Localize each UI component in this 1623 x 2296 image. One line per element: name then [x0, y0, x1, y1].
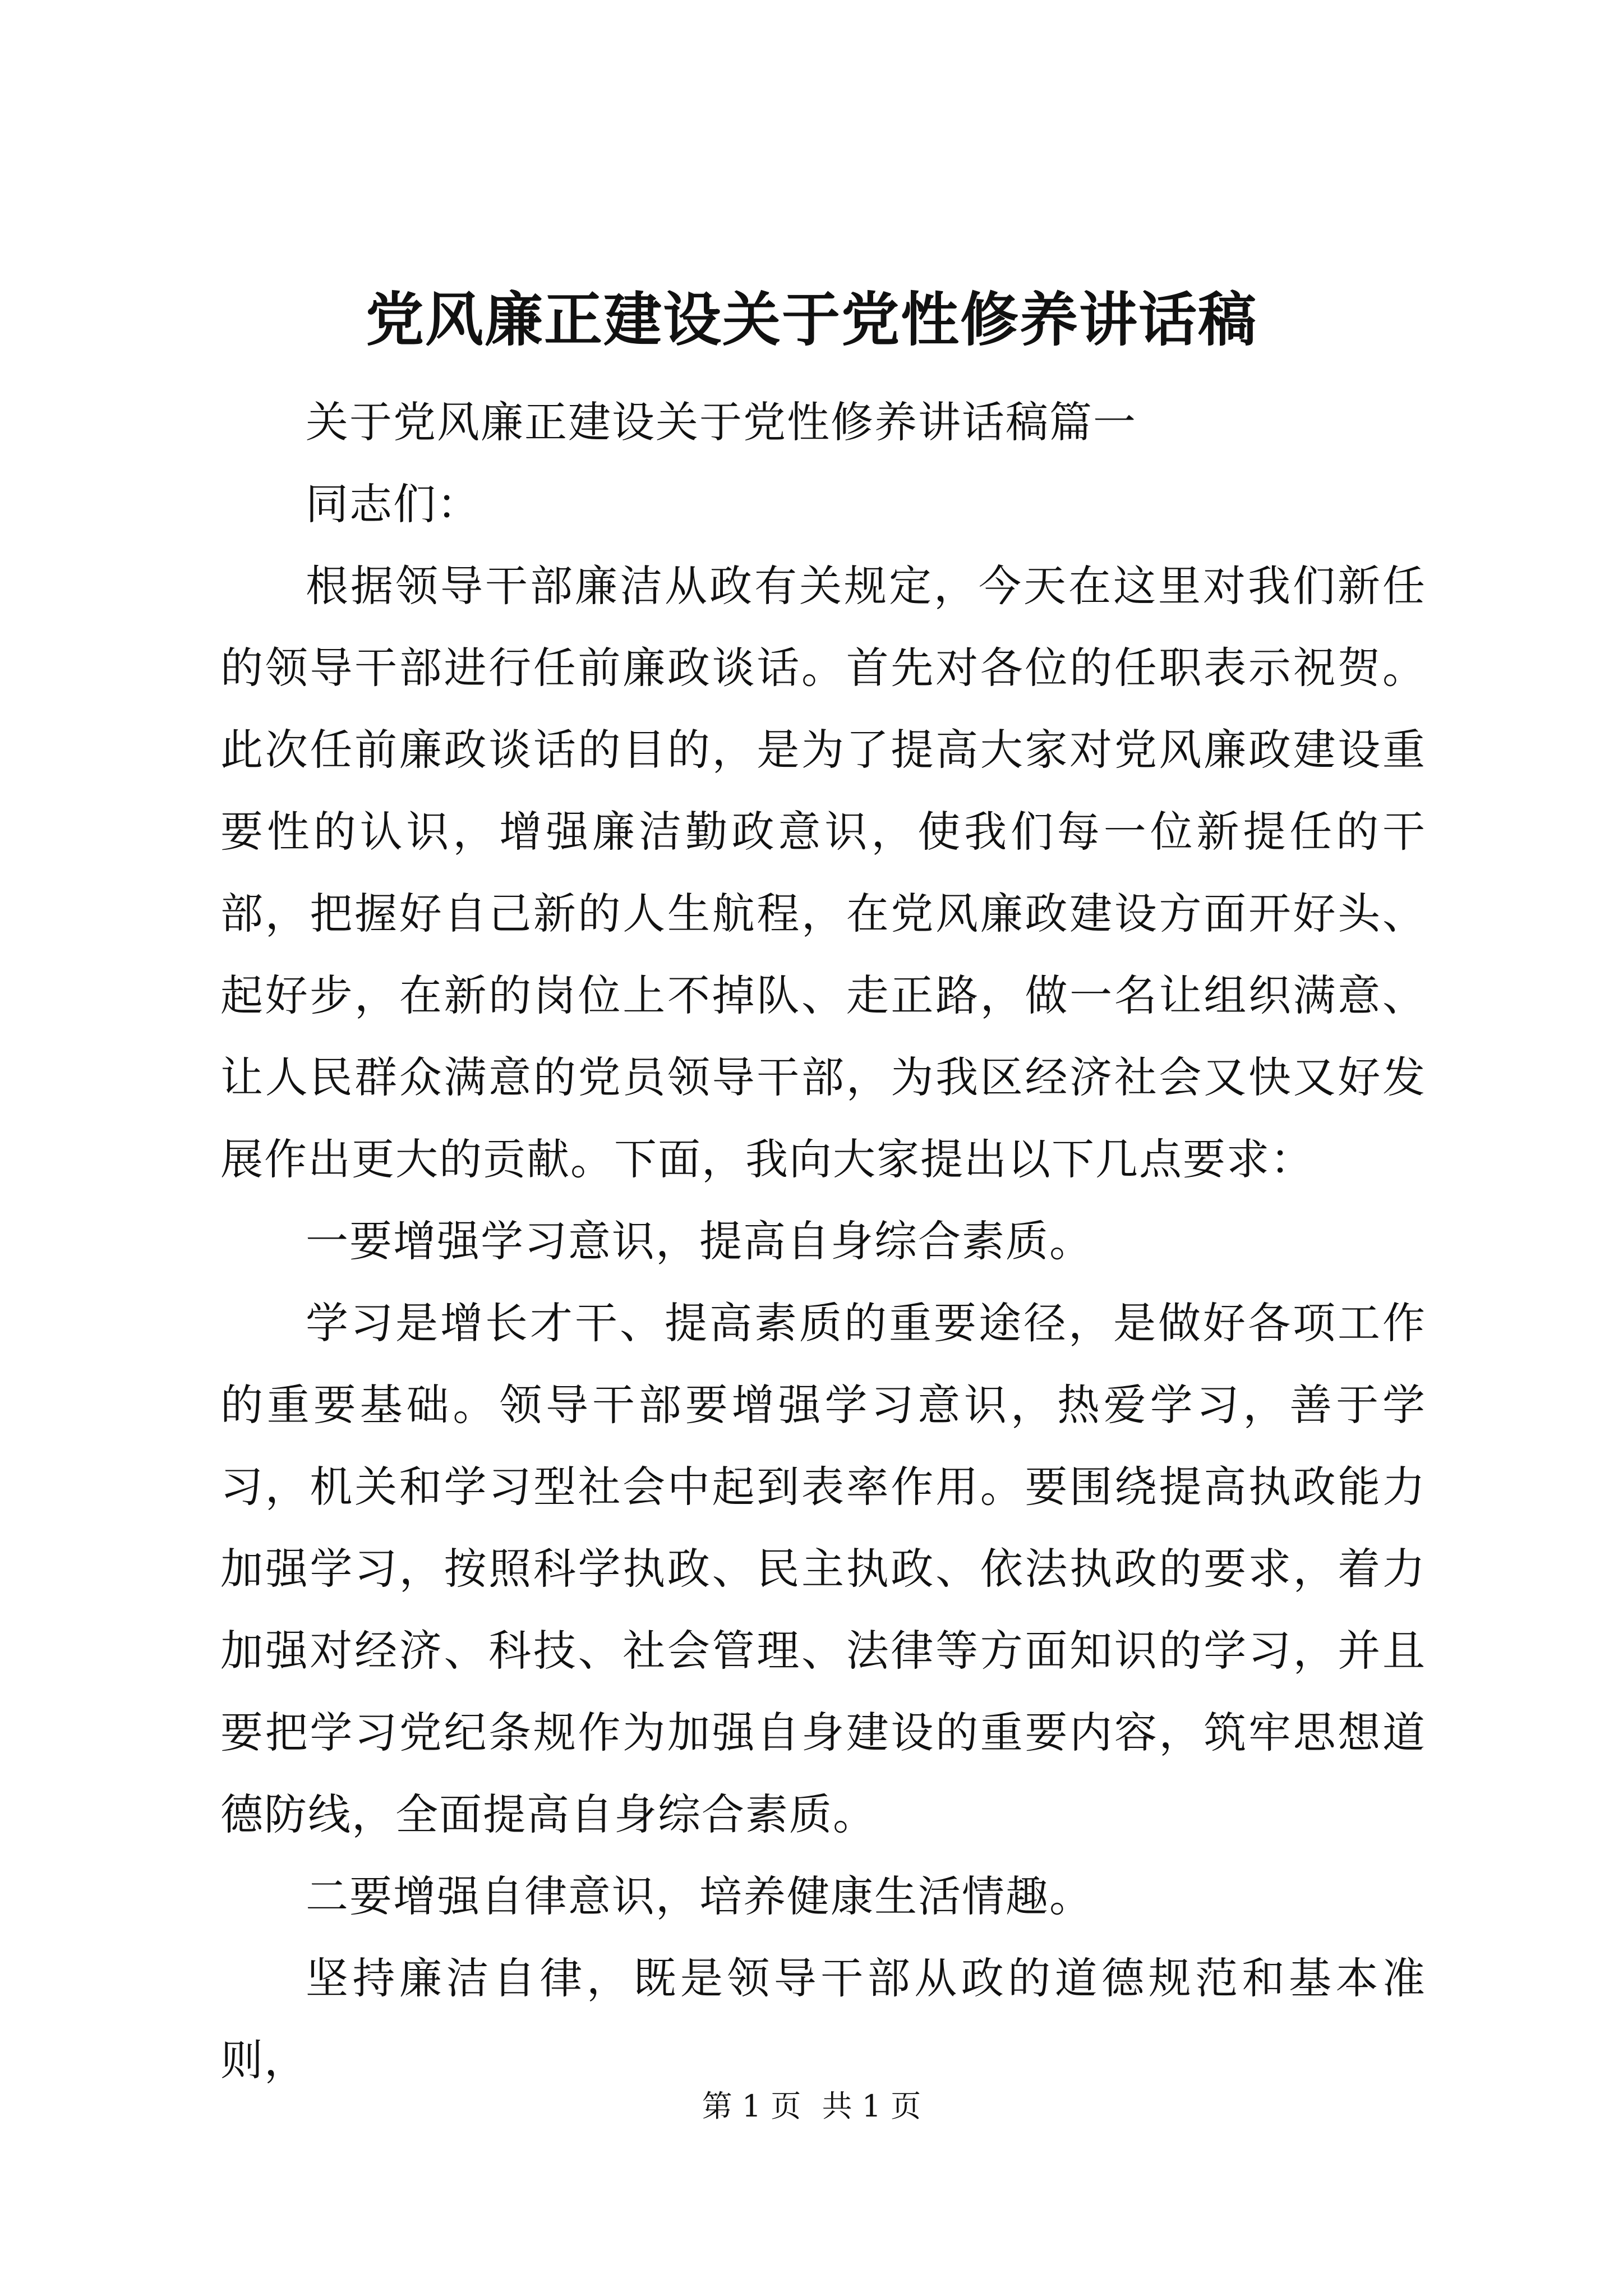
document-body: [220, 381, 1426, 2101]
page-number: 第 1 页: [702, 2088, 801, 2124]
paragraph-subtitle: 关于党风廉正建设关于党性修养讲话稿篇一: [306, 397, 1137, 447]
paragraph-intro: 根据领导干部廉洁从政有关规定，今天在这里对我们新任的领导干部进行任前廉政谈话。首先对各位的任职表示祝贺。此次任前廉政谈话的目的，是为了提高大家对党风廉政建设重要性的认识，增强廉洁勤政意识，使我们每一位新提任的干部，把握好自己新的人生航程，在党风廉政建设方面开好头、起好步，在新的岗位上不掉队、走正路，做一名让组织满意、让人民群众满意的党员领导干部，为我区经济社会又快又好发展作出更大的贡献。下面，我向大家提出以下几点要求：: [220, 561, 1426, 1184]
paragraph-self-discipline: 坚持廉洁自律，既是领导干部从政的道德规范和基本准则，: [220, 1953, 1426, 2085]
paragraph-heading-1: 一要增强学习意识，提高自身综合素质。: [306, 1216, 1093, 1266]
paragraph-heading-2: 二要增强自律意识，培养健康生活情趣。: [306, 1871, 1093, 1921]
page-total: 共 1 页: [822, 2088, 921, 2124]
paragraph-salutation: 同志们：: [306, 479, 481, 529]
page-title: 党风廉正建设关于党性修养讲话稿: [365, 286, 1257, 354]
page-footer: [0, 2087, 1623, 2126]
paragraph-study: 学习是增长才干、提高素质的重要途径，是做好各项工作的重要基础。领导干部要增强学习意识，热爱学习，善于学习，机关和学习型社会中起到表率作用。要围绕提高执政能力加强学习，按照科学执政、民主执政、依法执政的要求，着力加强对经济、科技、社会管理、法律等方面知识的学习，并且要把学习党纪条规作为加强自身建设的重要内容，筑牢思想道德防线，全面提高自身综合素质。: [220, 1298, 1426, 1839]
